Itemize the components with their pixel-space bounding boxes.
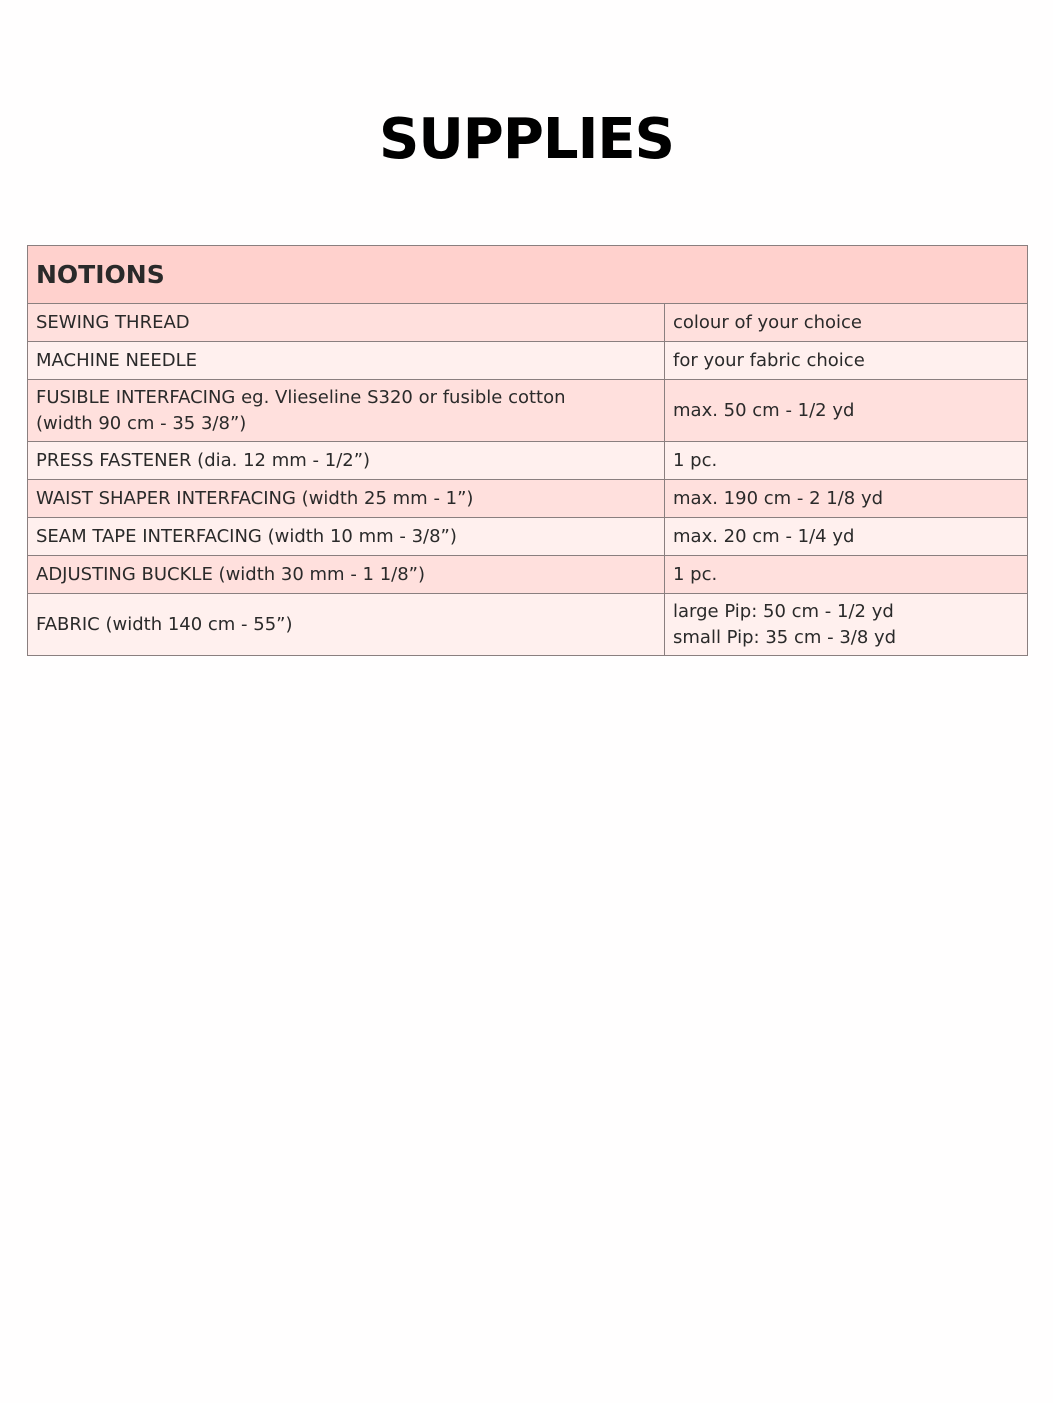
table-row bbox=[28, 380, 1028, 442]
notions-header: NOTIONS bbox=[28, 246, 1028, 304]
table-row bbox=[28, 556, 1028, 594]
amount-cell: 1 pc. bbox=[665, 442, 1028, 480]
amount-cell: large Pip: 50 cm - 1/2 yd small Pip: 35 cm - 3/8 yd bbox=[665, 594, 1028, 656]
item-cell: SEAM TAPE INTERFACING (width 10 mm - 3/8”) bbox=[28, 518, 665, 556]
amount-cell: for your fabric choice bbox=[665, 342, 1028, 380]
table-row bbox=[28, 442, 1028, 480]
table-row bbox=[28, 594, 1028, 656]
supplies-table bbox=[27, 245, 1028, 656]
amount-cell: max. 20 cm - 1/4 yd bbox=[665, 518, 1028, 556]
item-cell: MACHINE NEEDLE bbox=[28, 342, 665, 380]
page-title: SUPPLIES bbox=[379, 107, 674, 172]
table-row bbox=[28, 342, 1028, 380]
amount-cell: max. 190 cm - 2 1/8 yd bbox=[665, 480, 1028, 518]
item-cell: SEWING THREAD bbox=[28, 304, 665, 342]
amount-cell: 1 pc. bbox=[665, 556, 1028, 594]
item-cell: WAIST SHAPER INTERFACING (width 25 mm - 1”) bbox=[28, 480, 665, 518]
table-row bbox=[28, 518, 1028, 556]
item-cell: FABRIC (width 140 cm - 55”) bbox=[28, 594, 665, 656]
item-cell: ADJUSTING BUCKLE (width 30 mm - 1 1/8”) bbox=[28, 556, 665, 594]
table-row bbox=[28, 480, 1028, 518]
amount-cell: max. 50 cm - 1/2 yd bbox=[665, 380, 1028, 442]
item-cell: FUSIBLE INTERFACING eg. Vlieseline S320 or fusible cotton (width 90 cm - 35 3/8”) bbox=[28, 380, 665, 442]
table-row bbox=[28, 304, 1028, 342]
amount-cell: colour of your choice bbox=[665, 304, 1028, 342]
table-header-row bbox=[28, 246, 1028, 304]
item-cell: PRESS FASTENER (dia. 12 mm - 1/2”) bbox=[28, 442, 665, 480]
